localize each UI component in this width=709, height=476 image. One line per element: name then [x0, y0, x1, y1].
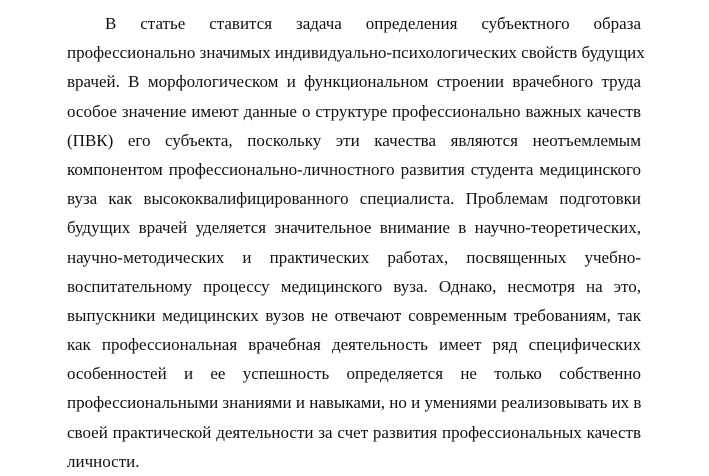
text-line: воспитательному процессу медицинского вуза. Однако, несмотря на это,	[67, 276, 641, 296]
text-line: будущих врачей уделяется значительное внимание в научно-теоретических,	[67, 218, 641, 238]
text-line: профессионально значимых индивидуально-психологических свойств будущих	[67, 43, 645, 63]
text-line: своей практической деятельности за счет развития профессиональных качеств	[67, 422, 641, 442]
text-line: научно-методических и практических работах, посвященных учебно-	[67, 247, 641, 267]
body-paragraph	[67, 9, 645, 476]
text-line: выпускники медицинских вузов не отвечают современным требованиям, так	[67, 305, 641, 325]
text-line: компонентом профессионально-личностного развития студента медицинского	[67, 159, 641, 179]
text-line: профессиональными знаниями и навыками, но и умениями реализовывать их в	[67, 393, 642, 413]
text-line: личности.	[67, 451, 140, 471]
text-line: особенностей и ее успешность определяется не только собственно	[67, 364, 641, 384]
text-line: врачей. В морфологическом и функциональном строении врачебного труда	[67, 72, 641, 92]
text-line: вуза как высококвалифицированного специалиста. Проблемам подготовки	[67, 189, 641, 209]
text-line: как профессиональная врачебная деятельность имеет ряд специфических	[67, 335, 641, 355]
text-line: В статье ставится задача определения субъектного образа	[105, 14, 641, 33]
text-line: особое значение имеют данные о структуре профессионально важных качеств	[67, 101, 641, 121]
text-line: (ПВК) его субъекта, поскольку эти качества являются неотъемлемым	[67, 130, 641, 150]
